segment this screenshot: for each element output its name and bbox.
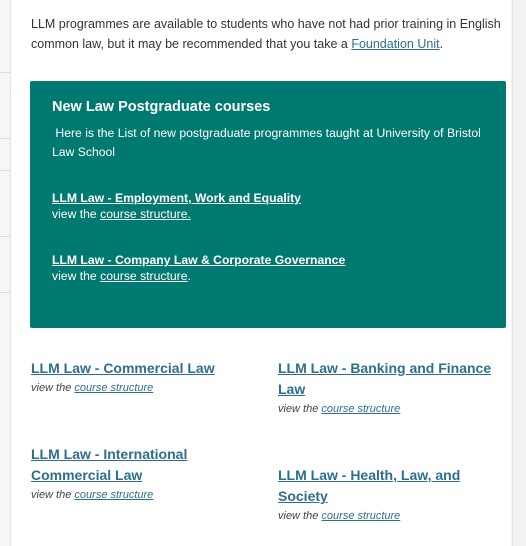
course-title-link-line2[interactable]: Society <box>278 488 328 504</box>
course-title-link[interactable]: LLM Law - International <box>31 446 188 462</box>
course-structure-link[interactable]: course structure <box>74 489 154 501</box>
foundation-unit-link[interactable]: Foundation Unit <box>351 37 440 51</box>
view-the-text: view the <box>52 207 101 221</box>
course-international-commercial <box>31 444 261 504</box>
employment-course-link[interactable] <box>52 191 301 205</box>
view-the-text: view the <box>278 403 322 415</box>
course-title-link[interactable]: LLM Law - Banking and Finance <box>278 360 492 376</box>
course-structure-link[interactable]: course structure <box>321 510 401 522</box>
intro-period: . <box>439 37 444 51</box>
employment-course-structure-link[interactable]: course structure. <box>100 207 191 221</box>
gutter-tick <box>0 292 10 293</box>
company-law-course-link[interactable] <box>52 253 345 267</box>
course-title-link[interactable]: LLM Law - Commercial Law <box>31 360 215 376</box>
promo-description-text: Here is the List of new postgraduate programmes taught at University of Bristol Law School <box>52 126 481 159</box>
right-gutter <box>512 0 526 546</box>
gutter-tick <box>0 138 10 139</box>
course-sub <box>278 400 508 418</box>
view-the-text: view the <box>52 269 101 283</box>
course-structure-link[interactable]: course structure <box>321 403 401 415</box>
course-sub <box>31 486 261 504</box>
gutter-tick <box>0 72 10 73</box>
course-title-link[interactable]: LLM Law - Health, Law, and <box>278 467 461 483</box>
employment-course-sub <box>52 207 191 221</box>
left-gutter <box>0 0 11 546</box>
promo-title: New Law Postgraduate courses <box>52 99 271 115</box>
company-law-course-sub <box>52 269 191 283</box>
course-sub <box>278 507 508 525</box>
view-the-text: view the <box>31 382 75 394</box>
course-title-link-line2[interactable]: Law <box>278 381 306 397</box>
employment-course-title[interactable]: LLM Law - Employment, Work and Equality <box>52 191 301 205</box>
course-commercial-law <box>31 358 261 397</box>
intro-paragraph <box>31 14 501 54</box>
content-panel <box>11 0 511 546</box>
view-the-text: view the <box>31 489 75 501</box>
gutter-tick <box>0 236 10 237</box>
intro-text: LLM programmes are available to students who have not had prior training in English common law, but it may be recommended that you take a <box>31 17 501 51</box>
course-banking-finance <box>278 358 508 418</box>
course-sub <box>31 379 261 397</box>
gutter-tick <box>0 170 10 171</box>
suffix: . <box>187 269 191 283</box>
view-the-text: view the <box>278 510 322 522</box>
new-courses-box <box>30 81 506 328</box>
course-title-link-line2[interactable]: Commercial Law <box>31 467 143 483</box>
promo-description <box>52 124 492 162</box>
company-law-course-title[interactable]: LLM Law - Company Law & Corporate Governance <box>52 253 346 267</box>
company-law-course-structure-link[interactable]: course structure <box>100 269 188 283</box>
course-structure-link[interactable]: course structure <box>74 382 154 394</box>
course-health-law-society <box>278 465 508 525</box>
